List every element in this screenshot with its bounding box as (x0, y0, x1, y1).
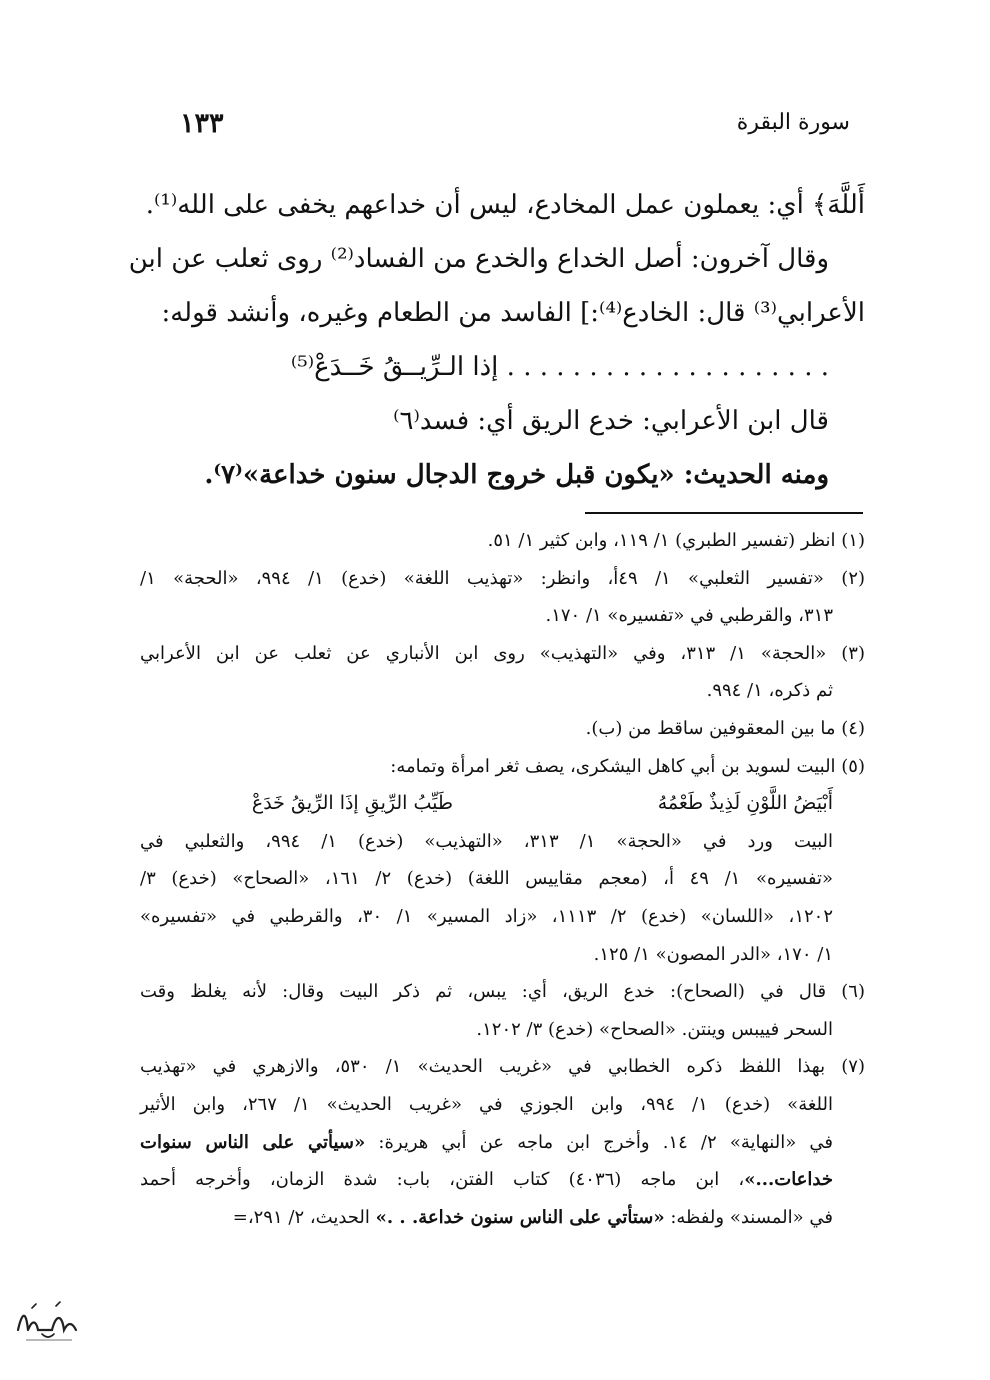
publisher-logo (12, 1300, 82, 1346)
verse-hemistich-first: أَبْيَضُ اللَّوْنِ لَذِيذٌ طَعْمُهُ (657, 792, 833, 815)
footnote-line: ١/ ١٧٠، «الدر المصون» ١/ ١٢٥. (593, 943, 833, 965)
verse-hemistich-second: طَيِّبُ الرِّيقِ إذَا الرِّيقُ خَدَعْ (251, 792, 453, 815)
footnote-divider (585, 512, 863, 514)
footnotes (140, 522, 865, 1236)
footnote-line: البيت ورد في «الحجة» ١/ ٣١٣، «التهذيب» (خدع) ١/ ٩٩٤، والثعلبي في (140, 830, 833, 852)
footnote-line: (٣) «الحجة» ١/ ٣١٣، وفي «التهذيب» روى ابن الأنباري عن ثعلب عن ابن الأعرابي (140, 642, 865, 664)
body-line: قال ابن الأعرابي: خدع الريق أي: فسد⁽٦⁾ (393, 406, 829, 436)
hadith-quote: «سيأتي على الناس سنوات (140, 1131, 366, 1153)
page-number: ١٣٣ (180, 108, 224, 139)
footnote-segment: ، ابن ماجه (٤٠٣٦) كتاب الفتن، باب: شدة الزمان، وأخرجه أحمد (140, 1169, 745, 1191)
page-header (180, 110, 850, 150)
footnote-verse (140, 785, 865, 823)
hadith-quote: «ستأتي على الناس سنون خداعة. . .» (375, 1206, 665, 1228)
hadith-quote: خداعات...» (744, 1169, 833, 1191)
footnote-line (140, 1161, 865, 1199)
footnote-line: (٤) ما بين المعقوفين ساقط من (ب). (585, 717, 865, 739)
footnote-line: ١٢٠٢، «اللسان» (خدع) ٢/ ١١١٣، «زاد المسير» ١/ ٣٠، والقرطبي في «تفسيره» (140, 905, 833, 927)
main-text (128, 178, 865, 502)
verse-line: . . . . . . . . . . . . . . . . . . . . إذا الـرِّيــقُ خَــدَعْ⁽⁵⁾ (290, 352, 829, 382)
footnote-line (140, 1124, 865, 1162)
footnote-segment: في «النهاية» ٢/ ١٤. وأخرج ابن ماجه عن أبي هريرة: (365, 1131, 833, 1153)
footnote-line: (٢) «تفسير الثعلبي» ١/ ٤٩أ، وانظر: «تهذيب اللغة» (خدع) ١/ ٩٩٤، «الحجة» ١/ (140, 567, 866, 589)
footnote-line: ٣١٣، والقرطبي في «تفسيره» ١/ ١٧٠. (545, 605, 833, 627)
footnote-segment: الحديث، ٢/ ٢٩١،= (232, 1206, 376, 1228)
body-line: وقال آخرون: أصل الخداع والخدع من الفساد⁽²⁾ روى ثعلب عن ابن (128, 244, 829, 274)
footnote-line: (٦) قال في (الصحاح): خدع الريق، أي: يبس، ثم ذكر البيت وقال: لأنه يغلظ وقت (140, 981, 865, 1003)
body-line: أَللَّهَ﴾ أي: يعملون عمل المخادع، ليس أن خداعهم يخفى على الله⁽¹⁾. (145, 190, 865, 220)
footnote-line: (١) انظر (تفسير الطبري) ١/ ١١٩، وابن كثير ١/ ٥١. (487, 530, 865, 551)
footnote-line: السحر فييبس وينتن. «الصحاح» (خدع) ٣/ ١٢٠٢. (476, 1018, 833, 1040)
footnote-line: اللغة» (خدع) ١/ ٩٩٤، وابن الجوزي في «غريب الحديث» ١/ ٢٦٧، وابن الأثير (140, 1093, 833, 1115)
footnote-line (140, 1199, 865, 1237)
footnote-line: «تفسيره» ١/ ٤٩ أ، (معجم مقاييس اللغة) (خدع) ٢/ ١٦١، «الصحاح» (خدع) ٣/ (140, 868, 833, 890)
footnote-line: (٧) بهذا اللفظ ذكره الخطابي في «غريب الحديث» ١/ ٥٣٠، والازهري في «تهذيب (140, 1056, 865, 1078)
body-line: الأعرابي⁽³⁾ قال: الخادع⁽⁴⁾:] الفاسد من الطعام وغيره، وأنشد قوله: (161, 298, 865, 328)
surah-title: سورة البقرة (736, 110, 850, 135)
hadith-line: ومنه الحديث: «يكون قبل خروج الدجال سنون خداعة»⁽٧⁾. (204, 460, 829, 490)
footnote-line: ثم ذكره، ١/ ٩٩٤. (706, 680, 833, 702)
footnote-line: (٥) البيت لسويد بن أبي كاهل اليشكرى، يصف ثغر امرأة وتمامه: (390, 755, 865, 777)
footnote-segment: في «المسند» ولفظه: (664, 1206, 833, 1228)
